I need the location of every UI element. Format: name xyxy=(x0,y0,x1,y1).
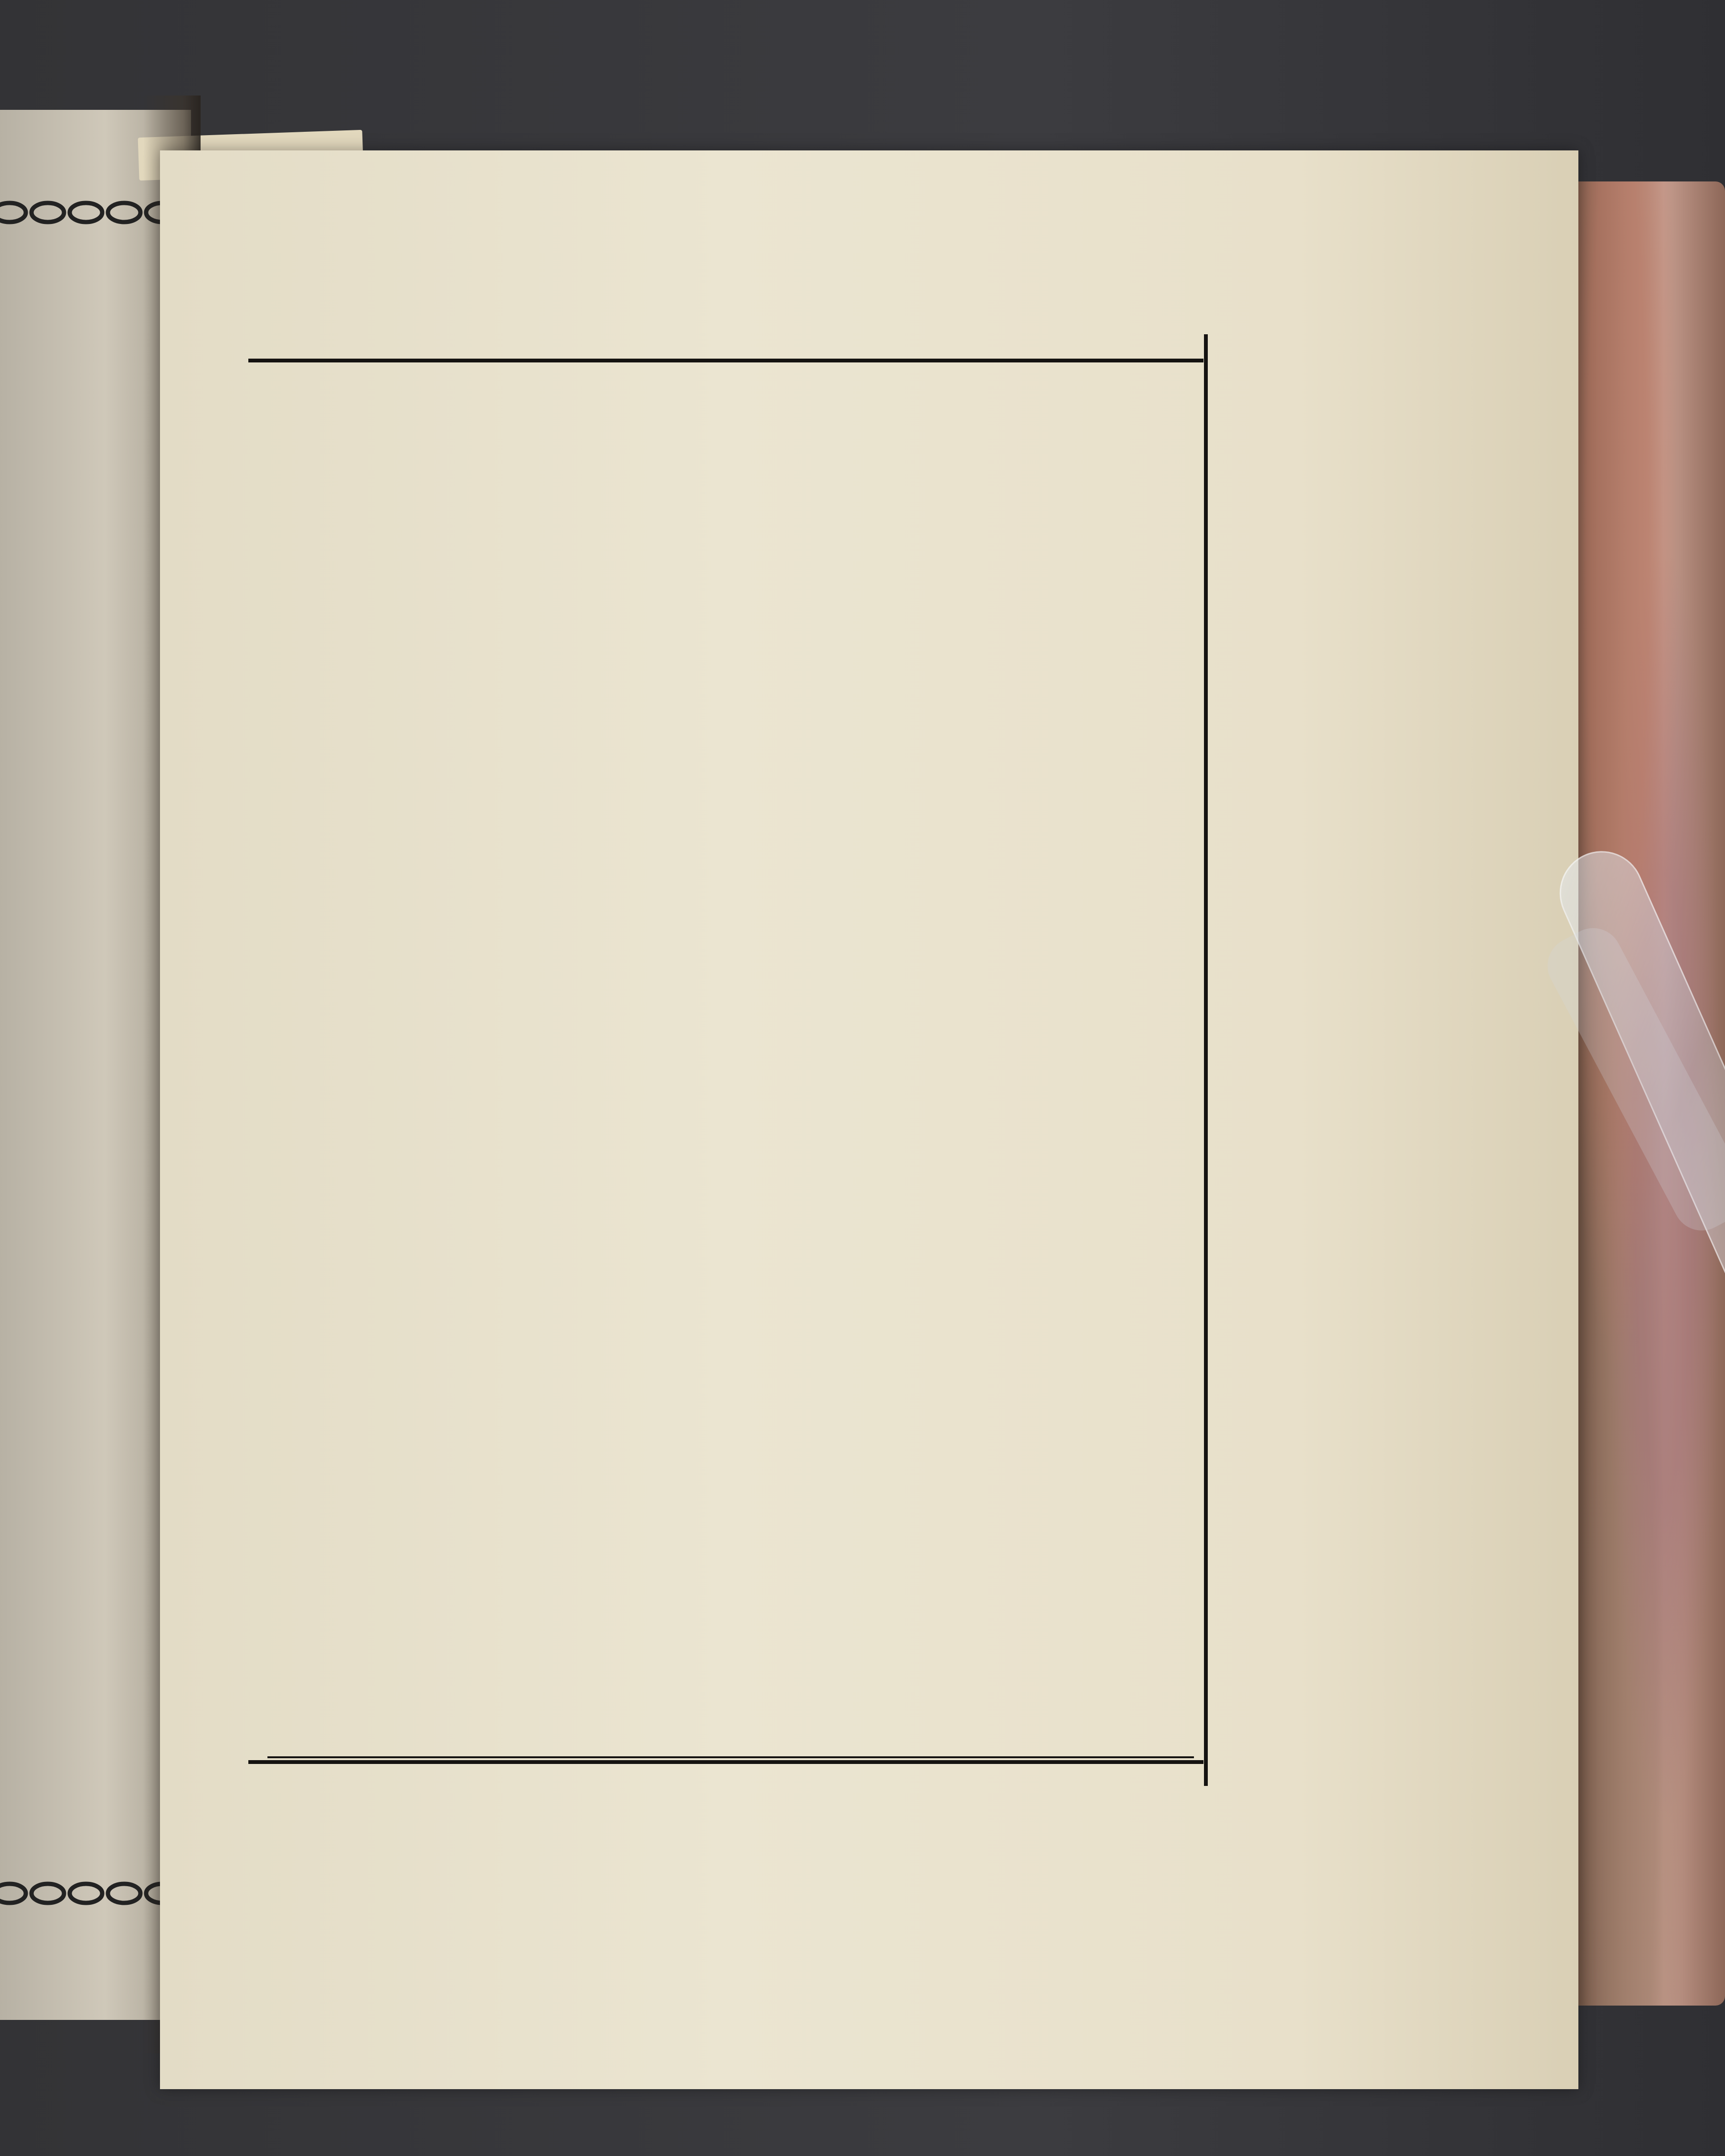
body-text xyxy=(258,377,1203,1762)
